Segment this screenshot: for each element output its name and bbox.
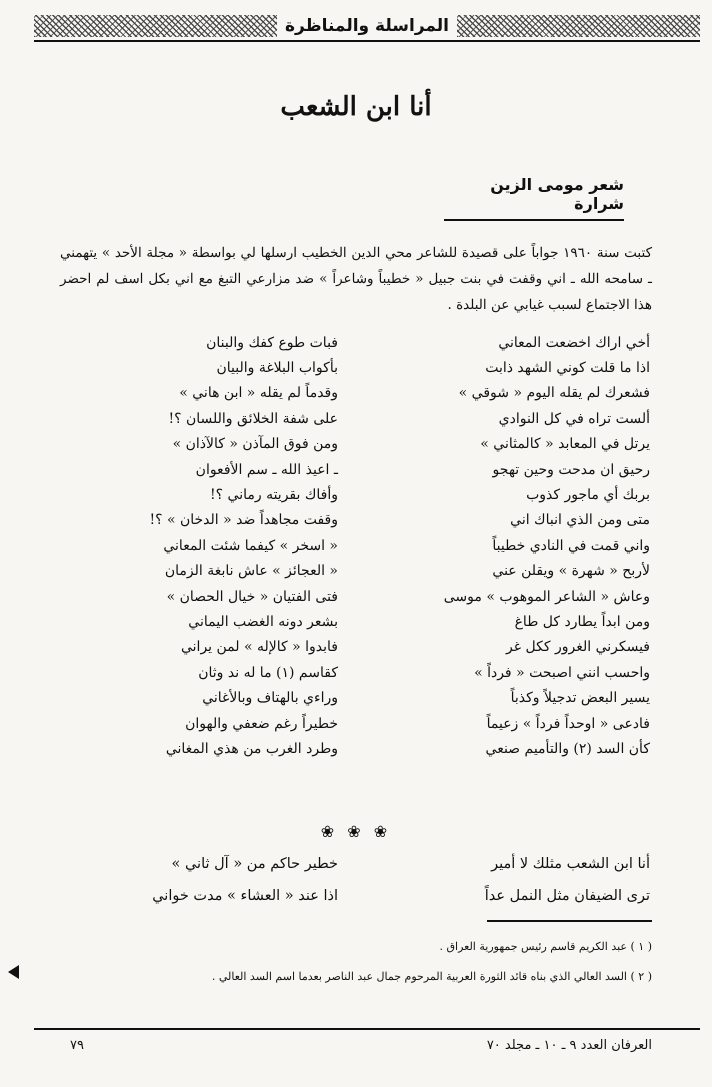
first-hemistich: اذا ما قلت كوني الشهد ذابت	[485, 360, 650, 377]
poem-closing	[62, 848, 650, 912]
first-hemistich: يرتل في المعابد « كالمثاني »	[480, 436, 650, 453]
second-hemistich: « العجائز » عاش نابغة الزمان	[164, 563, 338, 580]
first-hemistich: بربك أي ماجور كذوب	[526, 487, 650, 504]
intro-paragraph: كتبت سنة ١٩٦٠ جواباً على قصيدة للشاعر محي الدين الخطيب ارسلها لي بواسطة « مجلة الأحد » يتهمني ـ سامحه الله ـ اني وقفت في بنت جبيل « خطيباً وشاعراً » ضد مزارعي التبغ مع اني بكل اسف لم احضر هذا الاجتماع لسبب غيابي عن البلدة .	[60, 245, 652, 313]
first-hemistich: رحيق ان مدحت وحين تهجو	[492, 461, 650, 478]
first-hemistich: واحسب انني اصبحت « فرداً »	[474, 664, 650, 681]
second-hemistich: فابدوا « كالإله » لمن يراني	[180, 639, 338, 656]
verse-line	[62, 880, 650, 912]
second-hemistich: على شفة الخلائق واللسان ؟!	[168, 410, 338, 427]
first-hemistich: متى ومن الذي انباك اني	[510, 512, 650, 529]
second-hemistich: خطيراً رغم ضعفي والهوان	[185, 715, 338, 732]
header-hatch-left	[34, 15, 277, 37]
running-title: المراسلة والمناظرة	[284, 16, 449, 36]
second-hemistich: « اسخر » كيفما شئت المعاني	[163, 537, 338, 554]
first-hemistich: كأن السد (٢) والتأميم صنعي	[485, 740, 650, 757]
verse-line	[62, 848, 650, 880]
first-hemistich: فادعى « اوحداً فرداً » زعيماً	[486, 715, 650, 732]
first-hemistich: أخي اراك اخضعت المعاني	[498, 334, 650, 351]
poem-body	[62, 330, 650, 762]
first-hemistich: ألست تراه في كل النوادي	[498, 410, 650, 427]
author-underline	[444, 219, 624, 221]
verse-line	[62, 533, 650, 558]
second-hemistich: كقاسم (١) ما له ند وثان	[198, 664, 338, 681]
verse-line	[62, 381, 650, 406]
second-hemistich: فبات طوع كفك والبنان	[206, 334, 338, 351]
verse-line	[62, 457, 650, 482]
second-hemistich: ومن فوق المآذن « كالآذان »	[172, 436, 338, 453]
second-hemistich: وقفت مجاهداً ضد « الدخان » ؟!	[149, 512, 338, 529]
footer-rule	[34, 1028, 700, 1030]
verse-line	[62, 584, 650, 609]
footnote: ( ١ ) عبد الكريم قاسم رئيس جمهورية العراق .	[439, 940, 652, 953]
first-hemistich: ومن ابداً يطارد كل طاغ	[514, 613, 650, 630]
first-hemistich: أنا ابن الشعب مثلك لا أمير	[491, 856, 650, 872]
section-separator: ❀ ❀ ❀	[320, 822, 392, 841]
second-hemistich: ـ اعيذ الله ـ سم الأفعوان	[195, 461, 338, 478]
verse-line	[62, 609, 650, 634]
second-hemistich: خطير حاكم من « آل ثاني »	[171, 856, 338, 872]
verse-line	[62, 432, 650, 457]
journal-info: العرفان العدد ٩ ـ ١٠ ـ مجلد ٧٠	[486, 1038, 652, 1053]
first-hemistich: يسير البعض تدجيلاً وكذباً	[510, 690, 650, 707]
verse-line	[62, 355, 650, 380]
running-header	[34, 12, 700, 42]
first-hemistich: فشعرك لم يقله اليوم « شوقي »	[458, 385, 650, 402]
second-hemistich: بشعر دونه الغضب اليماني	[188, 613, 338, 630]
page-turn-arrow-icon[interactable]	[8, 965, 19, 979]
second-hemistich: وقدماً لم يقله « ابن هاني »	[179, 385, 338, 402]
second-hemistich: وأفاك بقريته رماني ؟!	[210, 487, 338, 504]
verse-line	[62, 736, 650, 761]
header-hatch-right	[457, 15, 700, 37]
first-hemistich: لأربح « شهرة » ويقلن عني	[492, 563, 650, 580]
verse-line	[62, 508, 650, 533]
verse-line	[62, 660, 650, 685]
first-hemistich: واني قمت في النادي خطيباً	[492, 537, 650, 554]
verse-line	[62, 406, 650, 431]
footnotes-rule	[487, 920, 652, 922]
second-hemistich: بأكواب البلاغة والبيان	[216, 360, 338, 377]
footnote: ( ٢ ) السد العالي الذي بناه قائد الثورة العربية المرحوم جمال عبد الناصر بعدما اسم السد العالي .	[211, 970, 652, 983]
verse-line	[62, 559, 650, 584]
verse-line	[62, 685, 650, 710]
author-name: شعر مومى الزين شرارة	[490, 175, 624, 213]
first-hemistich: ترى الضيفان مثل النمل عداً	[484, 888, 650, 904]
first-hemistich: فيسكرني الغرور ككل غر	[506, 639, 650, 656]
second-hemistich: فتى الفتيان « خيال الحصان »	[166, 588, 338, 605]
poem-title: أنا ابن الشعب	[280, 92, 432, 122]
verse-line	[62, 711, 650, 736]
verse-line	[62, 330, 650, 355]
page-number: ٧٩	[70, 1038, 84, 1053]
page-footer	[70, 1038, 652, 1053]
second-hemistich: وطرد الغرب من هذي المغاني	[165, 740, 338, 757]
verse-line	[62, 635, 650, 660]
second-hemistich: اذا عند « العشاء » مدت خواني	[152, 888, 338, 904]
footnotes	[60, 932, 652, 992]
verse-line	[62, 482, 650, 507]
second-hemistich: وراءي بالهتاف وبالأغاني	[202, 690, 338, 707]
first-hemistich: وعاش « الشاعر الموهوب » موسى	[443, 588, 650, 605]
author-block	[444, 175, 624, 221]
